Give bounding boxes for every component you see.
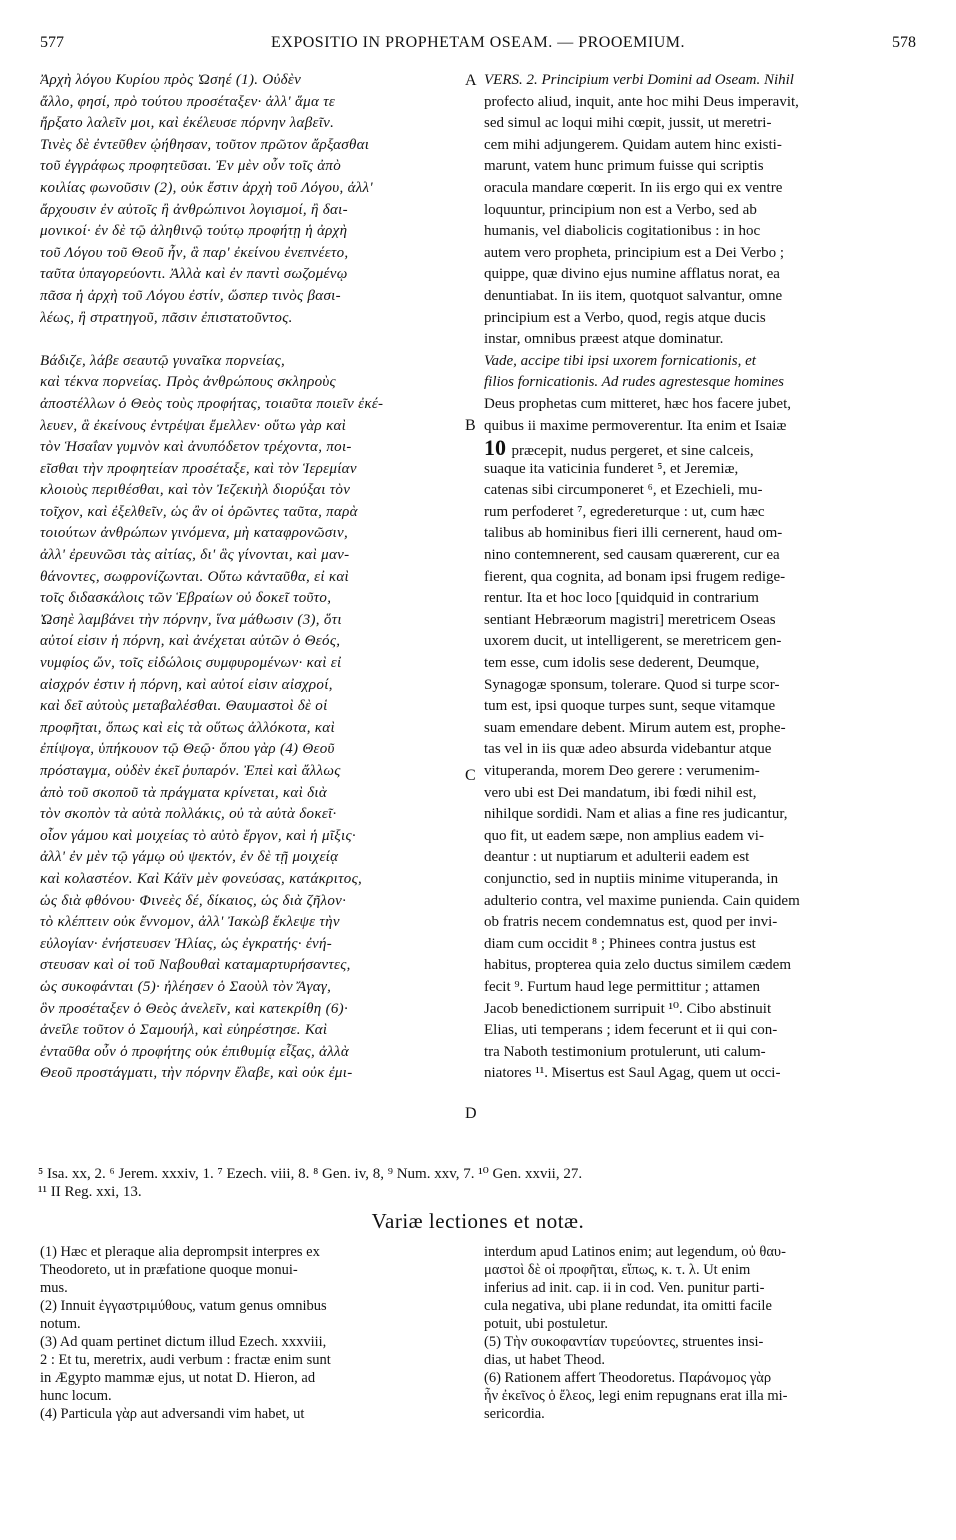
footnote-line-2: ¹¹ II Reg. xxi, 13. (38, 1184, 142, 1200)
latin-text-line: principium est a Verbo, quod, regis atque ducis (484, 309, 766, 326)
latin-text-line: quo fit, ut eadem sæpe, non amplius eadem vi- (484, 827, 764, 844)
latin-text-line: fierent, qua cognita, ad bonam ipsi frugem redige- (484, 568, 786, 585)
latin-text-line: sentiant Hebræorum magistri] meretricem Oseas (484, 611, 776, 628)
note-line: potuit, ubi postuletur. (484, 1316, 609, 1332)
latin-text-line: profecto aliud, inquit, ante hoc mihi Deus imperavit, (484, 93, 799, 110)
latin-text-line: suam emendare debent. Mirum autem est, prophe- (484, 719, 786, 736)
column-marker-a: A (465, 72, 477, 89)
latin-text-line: rentur. Ita et hoc loco [quidquid in contrarium (484, 590, 759, 607)
latin-text-line: Vade, accipe tibi ipsi uxorem fornicationis, et (484, 352, 756, 369)
greek-text-line: ἐνταῦθα οὖν ὁ προφήτης οὐκ ἐπιθυμίᾳ εἶξας, ἀλλὰ (40, 1043, 350, 1060)
note-line: interdum apud Latinos enim; aut legendum, οὐ θαυ- (484, 1244, 786, 1260)
latin-text-line: uxorem ducit, ut intelligerent, se meretricem gen- (484, 633, 782, 650)
greek-text-line: τοῖχον, καὶ ἐξελθεῖν, ὡς ἂν οἱ ὁρῶντες ταῦτα, παρὰ (40, 503, 358, 520)
note-line: sericordia. (484, 1406, 545, 1422)
greek-text-line: στευσαν καὶ οἱ τοῦ Ναβουθαὶ καταμαρτυρήσαντες, (40, 957, 351, 974)
greek-text-line: κοιλίας φωνοῦσιν (2), οὐκ ἔστιν ἀρχὴ τοῦ Λόγου, ἀλλ' (40, 179, 373, 196)
note-line: μαστοὶ δὲ οἱ προφῆται, εἴπως, κ. τ. λ. Ut enim (484, 1262, 751, 1278)
column-marker-d: D (465, 1105, 477, 1122)
greek-text-line: Τινὲς δὲ ἐντεῦθεν ᾠήθησαν, τοῦτον πρῶτον ἄρξασθαι (40, 136, 370, 153)
variae-lectiones-heading: Variæ lectiones et notæ. (371, 1209, 585, 1233)
latin-text-line: loquuntur, principium non est a Verbo, sed ab (484, 201, 757, 218)
greek-text-line: λευεν, ἃ ἐκείνους ἐντρέψαι ἔμελλεν· οὕτω γὰρ καὶ (40, 417, 347, 434)
latin-text-line: rum perfoderet ⁷, egredereturque : ut, cum hæc (484, 503, 765, 520)
latin-text-line: nihilque sordidi. Nam et alias a fine res judicantur, (484, 806, 788, 823)
greek-text-line: τὸν σκοπὸν τὰ αὐτὰ πολλάκις, οὐ τὰ αὐτὰ δοκεῖ· (40, 806, 337, 823)
greek-text-line: Θεοῦ προστάγματι, τὴν πόρνην ἔλαβε, καὶ οὐκ ἐμι- (40, 1065, 353, 1082)
note-line: Theodoreto, ut in præfatione quoque monui- (40, 1262, 298, 1278)
greek-text-line: κλοιοὺς περιθέσθαι, καὶ τὸν Ἰεζεκιὴλ διορύξαι τὸν (40, 482, 351, 499)
latin-text-line: tra Naboth testimonium protulerunt, uti calum- (484, 1043, 766, 1060)
greek-text-line: τὸν Ἡσαΐαν γυμνὸν καὶ ἀνυπόδετον τρέχοντα, ποι- (40, 439, 352, 456)
greek-text-line: ὡς συκοφάνται (5)· ἠλέησεν ὁ Σαοὺλ τὸν Ἄγαγ, (40, 978, 332, 995)
latin-text-line: diam cum occidit ⁸ ; Phinees contra justus est (484, 935, 756, 952)
latin-text-line: sed simul ac loqui mihi cœpit, jussit, ut meretri- (484, 115, 772, 132)
latin-text-line: cem mihi adjungerem. Quidam autem hinc existi- (484, 136, 782, 153)
latin-text-line: nino contemnerent, sed causam quærerent, cur ea (484, 547, 780, 564)
greek-text-line: αὐτοί εἰσιν ἡ πόρνη, καὶ ἀνέχεται αὐτῶν ὁ Θεός, (40, 633, 341, 650)
note-line: inferius ad init. cap. ii in cod. Ven. punitur parti- (484, 1280, 765, 1296)
greek-text-line: τοιούτων ἀνθρώπων γινόμενα, μὴ καταφρονῶσιν, (40, 525, 349, 542)
latin-text-line: suaque ita vaticinia funderet ⁵, et Jeremiæ, (484, 460, 739, 477)
greek-text-line: ἀποστέλλων ὁ Θεὸς τοὺς προφήτας, τοιαῦτα ποιεῖν ἐκέ- (40, 395, 384, 412)
note-line: notum. (40, 1316, 81, 1332)
note-line: 2 : Et tu, meretrix, audi verbum : fractæ enim sunt (40, 1352, 331, 1368)
greek-text-line: καὶ κολαστέον. Καὶ Κάϊν μὲν φονεύσας, κατάκριτος, (40, 870, 363, 887)
line-number: 10 (484, 437, 512, 459)
greek-text-line (40, 329, 460, 351)
page-number-left: 577 (40, 34, 64, 51)
column-marker-c: C (465, 767, 476, 784)
latin-text-line: vero ubi est Dei mandatum, ibi fœdi nihil est, (484, 784, 757, 801)
greek-text-line: τοῖς διδασκάλοις τῶν Ἑβραίων οὐ δοκεῖ τοῦτο, (40, 590, 332, 607)
latin-text-line: catenas sibi circumponeret ⁶, et Ezechieli, mu- (484, 482, 763, 499)
greek-text-line: τοῦ ἐγγράφως προφητεῦσαι. Ἐν μὲν οὖν τοῖς ἀπὸ (40, 158, 342, 175)
greek-text-line: ἄρχουσιν ἐν αὐτοῖς ἢ ἀνθρώπινοι λογισμοί, ἢ δαι- (40, 201, 348, 218)
greek-text-line: εὐλογίαν· ἐνήστευσεν Ἠλίας, ὡς ἐγκρατής· ἐνή- (40, 935, 333, 952)
greek-text-line: ἀλλ' ἐρευνῶσι τὰς αἰτίας, δι' ἃς γίνονται, καὶ μαν- (40, 547, 350, 564)
greek-text-line: λέως, ἢ στρατηγοῦ, πᾶσιν ἐπιστατοῦντος. (40, 309, 293, 326)
latin-text-line: marunt, vatem hunc primum fuisse qui scriptis (484, 158, 764, 175)
latin-text-line: denuntiabat. In iis item, quotquot salvantur, omne (484, 287, 783, 304)
greek-text-line: ἄλλο, φησί, πρὸ τούτου προσέταξεν· ἀλλ' ἅμα τε (40, 93, 336, 110)
note-line: (3) Ad quam pertinet dictum illud Ezech. xxxviii, (40, 1334, 327, 1350)
greek-text-line: νυμφίος ὤν, τοῖς εἰδώλοις συμφυρομένων· καὶ εἰ (40, 655, 342, 672)
note-line: hunc locum. (40, 1388, 112, 1404)
page-header (40, 34, 916, 58)
greek-text-line: μονικοί· ἐν δὲ τῷ ἀληθινῷ τούτῳ προφήτῃ ἡ ἀρχὴ (40, 223, 348, 240)
note-line: dias, ut habet Theod. (484, 1352, 605, 1368)
latin-text-line: conjunctio, sed in nuptiis minime vituperanda, in (484, 870, 779, 887)
note-line: ἦν ἐκεῖνος ὁ ἔλεος, legi enim repugnans erat illa mi- (484, 1388, 788, 1404)
latin-text-line: deantur : ut nuptiarum et adulterii eadem est (484, 849, 750, 866)
greek-text-line: ταῦτα ὑπαγορεύοντι. Ἀλλὰ καὶ ἐν παντὶ σωζομένῳ (40, 266, 348, 283)
greek-text-line: Ἀρχὴ λόγου Κυρίου πρὸς Ὠσηέ (1). Οὐδὲν (40, 72, 302, 88)
greek-text-line: εῖσθαι τὴν προφητείαν προσέταξε, καὶ τὸν Ἱερεμίαν (40, 460, 357, 477)
latin-text-line: tas vel in iis quæ adeo absurda videbantur atque (484, 741, 772, 758)
note-line: (6) Rationem affert Theodoretus. Παράνομος γὰρ (484, 1370, 772, 1386)
greek-text-line: οἷον γάμου καὶ μοιχείας τὸ αὐτὸ ἔργον, καὶ ἡ μῖξις· (40, 827, 356, 844)
note-line: mus. (40, 1280, 68, 1296)
running-title: EXPOSITIO IN PROPHETAM OSEAM. — PROOEMIUM. (271, 34, 685, 51)
latin-text-line: Synagogæ sponsum, tolerare. Quod si turpe scor- (484, 676, 780, 693)
latin-text-line: VERS. 2. Principium verbi Domini ad Oseam. Nihil (484, 72, 794, 88)
greek-text-line: ὃν προσέταξεν ὁ Θεὸς ἀνελεῖν, καὶ κατεκρίθη (6)· (40, 1000, 349, 1017)
latin-text-line: adulterio contra, vel maxime punienda. Cain quidem (484, 892, 800, 909)
greek-text-line: προφῆται, ὅπως καὶ εἰς τὰ οὕτως ἀλλόκοτα, καὶ (40, 719, 335, 736)
latin-text-line: tum est, ipsi quoque turpes sunt, seque vitamque (484, 698, 776, 715)
latin-text-line: Jacob benedictionem surripuit ¹⁰. Cibo abstinuit (484, 1000, 772, 1017)
latin-text-line: fecit ⁹. Furtum haud lege permittitur ; attamen (484, 978, 760, 995)
greek-text-line: τοῦ Λόγου τοῦ Θεοῦ ἦν, ἃ παρ' ἐκείνου ἐνεπνέετο, (40, 244, 349, 261)
latin-text-line: ob fratris necem condemnatus est, quod per invi- (484, 914, 778, 931)
latin-text-line: oracula mandare cœperit. In iis ergo qui ex ventre (484, 179, 783, 196)
column-marker-b: B (465, 417, 476, 434)
notes-left-column (40, 1243, 460, 1423)
greek-text-line: Ὠσηὲ λαμβάνει τὴν πόρνην, ἵνα μάθωσιν (3), ὅτι (40, 611, 342, 628)
footnote-line-1: ⁵ Isa. xx, 2. ⁶ Jerem. xxxiv, 1. ⁷ Ezech. viii, 8. ⁸ Gen. iv, 8, ⁹ Num. xxv, 7. ¹⁰ Gen. xxvii, 27. (38, 1166, 583, 1182)
greek-text-line: Βάδιζε, λάβε σεαυτῷ γυναῖκα πορνείας, (40, 352, 286, 369)
greek-text-line: ἀλλ' ἐν μὲν τῷ γάμῳ οὐ ψεκτόν, ἐν δὲ τῇ μοιχείᾳ (40, 849, 339, 866)
latin-text-line: 10 præcepit, nudus pergeret, et sine calceis, (484, 437, 754, 459)
latin-text-line: tem esse, cum idolis sese dederent, Deumque, (484, 655, 760, 672)
greek-text-line: καὶ τέκνα πορνείας. Πρὸς ἀνθρώπους σκληροὺς (40, 374, 336, 391)
greek-column (40, 70, 460, 1085)
greek-text-line: πρόσταγμα, οὐδὲν ἐκεῖ ῥυπαρόν. Ἐπεὶ καὶ ἄλλως (40, 763, 341, 779)
greek-text-line: ἐπίψογα, ὑπήκουον τῷ Θεῷ· ὅπου γὰρ (4) Θεοῦ (40, 741, 335, 758)
latin-text-line: quibus ii maxime permoverentur. Ita enim et Isaiæ (484, 417, 787, 434)
note-line: (5) Τὴν συκοφαντίαν τυρεύοντες, struentes insi- (484, 1334, 764, 1350)
note-line: (4) Particula γὰρ aut adversandi vim habet, ut (40, 1406, 305, 1422)
greek-text-line: ἀπὸ τοῦ σκοποῦ τὰ πράγματα κρίνεται, καὶ διὰ (40, 784, 328, 801)
greek-text-line: θάνοντες, σωφρονίζωνται. Οὕτω κἀνταῦθα, εἰ καὶ (40, 568, 350, 585)
note-line: in Ægypto mammæ ejus, ut notat D. Hieron, ad (40, 1370, 316, 1386)
page-number-right: 578 (892, 34, 916, 51)
latin-text-line: Elias, uti temperans ; idem fecerunt et ii qui con- (484, 1022, 778, 1039)
latin-text-line: vituperanda, morem Deo gerere : verumenim- (484, 763, 760, 779)
greek-text-line: πᾶσα ἡ ἀρχὴ τοῦ Λόγου ἐστίν, ὥσπερ τινὸς βασι- (40, 287, 341, 304)
latin-text-line: quippe, quæ divino ejus numine afflatus norat, ea (484, 266, 780, 283)
latin-text-line: instar, omnibus præest atque dominatur. (484, 331, 724, 348)
notes-right-column (484, 1243, 918, 1423)
note-line: (2) Innuit ἐγγαστριμύθους, vatum genus omnibus (40, 1298, 327, 1314)
greek-text-line: ἀνεῖλε τοῦτον ὁ Σαμουήλ, καὶ εὐηρέστησε. Καὶ (40, 1022, 328, 1039)
latin-text-line: niatores ¹¹. Misertus est Saul Agag, quem ut occi- (484, 1065, 781, 1082)
latin-text-line: autem vero propheta, principium est a Dei Verbo ; (484, 244, 785, 261)
greek-text-line: τὸ κλέπτειν οὐκ ἔννομον, ἀλλ' Ἰακὼβ ἔκλεψε τὴν (40, 914, 340, 931)
latin-column (484, 70, 918, 1085)
latin-text-line: humanis, vel diabolicis cogitationibus : in hoc (484, 223, 761, 240)
greek-text-line: καὶ δεῖ αὐτοὺς μεταβαλέσθαι. Θαυμαστοὶ δὲ οἱ (40, 698, 328, 715)
latin-text-line: Deus prophetas cum mitteret, hæc hos facere jubet, (484, 395, 791, 412)
greek-text-line: ἤρξατο λαλεῖν μοι, καὶ ἐκέλευσε πόρνην λαβεῖν. (40, 115, 335, 132)
note-line: (1) Hæc et pleraque alia deprompsit interpres ex (40, 1244, 320, 1260)
greek-text-line: ὡς διὰ φθόνου· Φινεὲς δέ, δίκαιος, ὡς διὰ ζῆλον· (40, 892, 347, 909)
latin-text-line: habitus, propterea quia zelo ductus similem cædem (484, 957, 792, 974)
latin-text-line: filios fornicationis. Ad rudes agrestesque homines (484, 374, 784, 391)
latin-text-line: talibus ab hominibus fieri illi cernerent, haud om- (484, 525, 783, 542)
note-line: cula negativa, ubi plane redundat, ita omitti facile (484, 1298, 772, 1314)
greek-text-line: αἰσχρόν ἐστιν ἡ πόρνη, καὶ αὐτοί εἰσιν αἰσχροί, (40, 676, 333, 693)
